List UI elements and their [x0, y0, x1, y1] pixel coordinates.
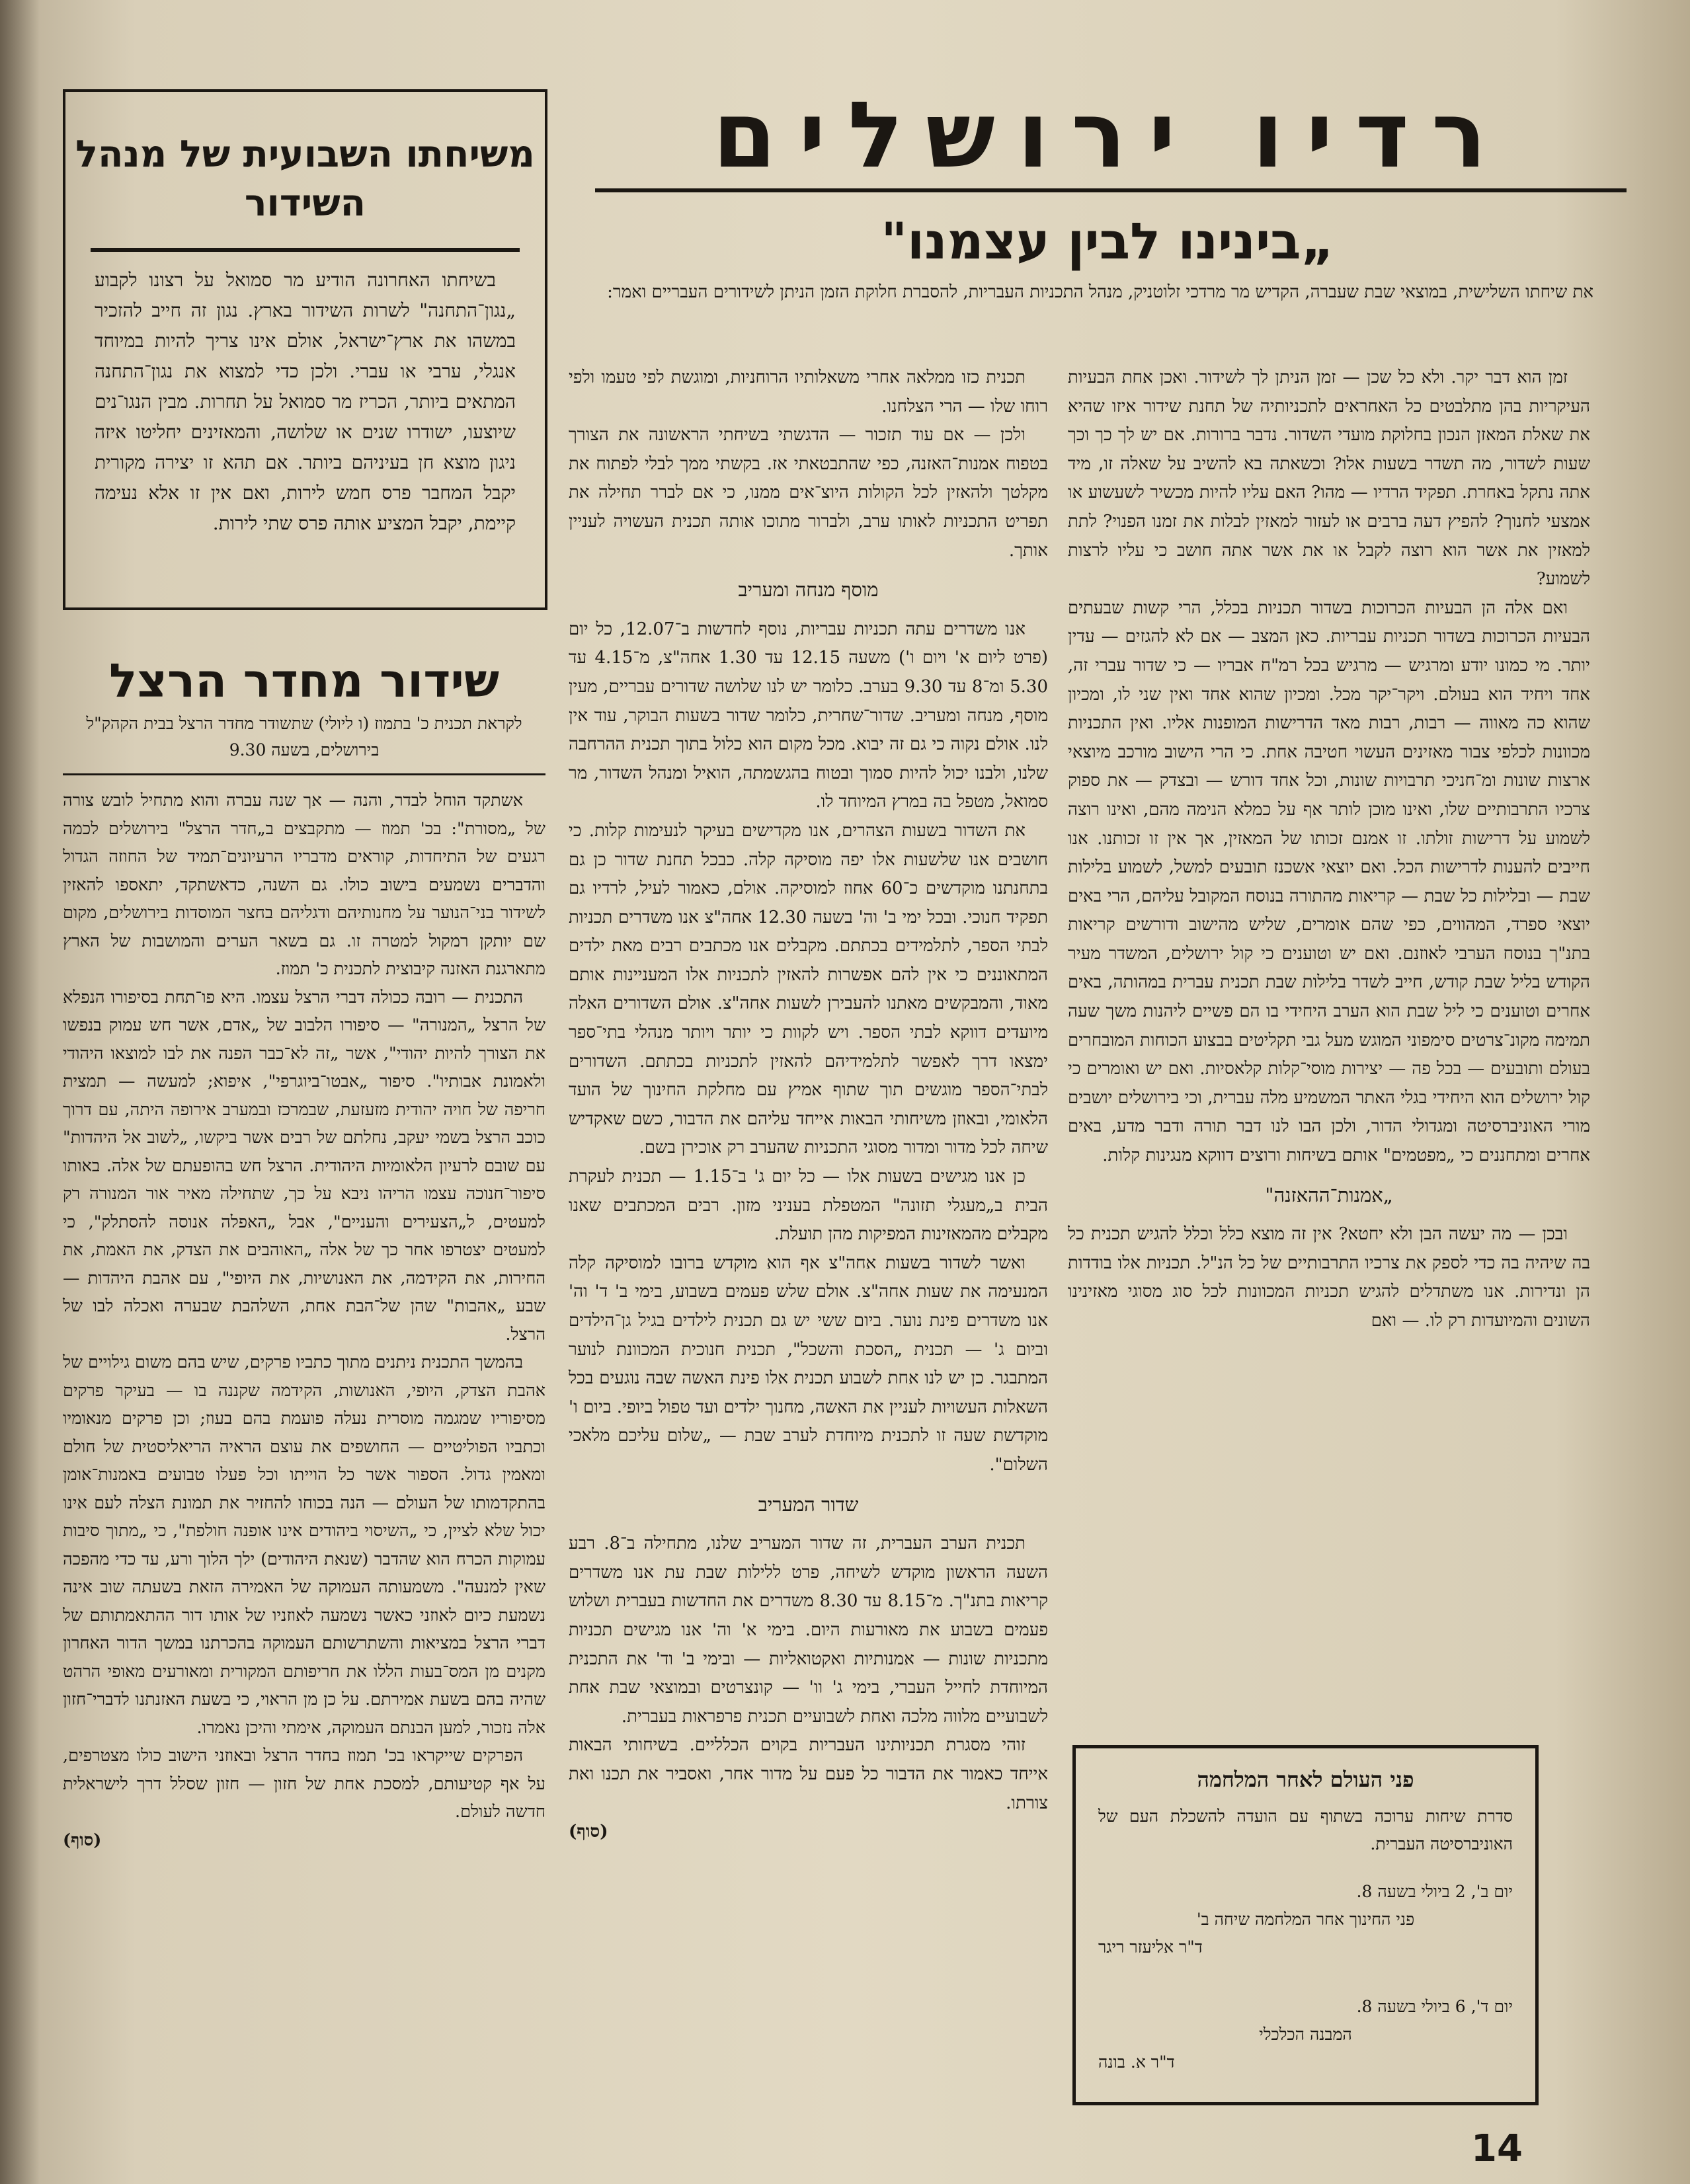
lecture-series-box	[1072, 1745, 1539, 2105]
paragraph: ולכן — אם עוד תזכור — הדגשתי בשיחתי הראשונה את הצורך בטפוח אמנות־האזנה, כפי שהתבטאתי אז. בקשתי ממך לבלי לפתוח את מקלטך ולהאזין לכל הקולות היוצ־אים ממנו, כי אם לברר תחילה את תפריט התכניות לאותו ערב, ולברור מתוכו אותה תכנית העשויה לעניין אותך.	[569, 425, 1048, 561]
panel-item-speaker: ד"ר אליעזר ריגר	[1098, 1937, 1203, 1957]
paragraph: הפרקים שייקראו בכ' תמוז בחדר הרצל ובאוזני הישוב כולו מצטרפים, על אף קטיעותם, למסכת אחת של חזון — חזון שסלל דרך לישראלית חדשה לעולם.	[63, 1746, 545, 1822]
herzl-title: שידור מחדר הרצל	[108, 654, 500, 708]
paragraph: את השדור בשעות הצהרים, אנו מקדישים בעיקר לנעימות קלות. כי חושבים אנו שלשעות אלו יפה מוסיקה קלה. כבכל תחנת שדור כן גם בתחנתנו מוקדשים כ־60 אחוז למוסיקה. אולם, כאמור לעיל, לרדיו גם תפקיד חנוכי. ובכל ימי ב' וה' בשעה 12.30 אחה"צ אנו משדרים תכניות לבתי הספר, לתלמידים בכתתם. מקבלים אנו מכתבים רבים מאת ילדים המתאוננים כי אין להם אפשרות להאזין לתכניות אלו המעניינות אותם מאוד, והמבקשים מאתנו להעבירן לשעות אחה"צ. אולם השדורים האלה מיועדים דווקא לבתי הספר. ויש לקוות כי יותר ויותר מנהלי בתי־ספר ימצאו דרך לאפשר לתלמידיהם להאזין לתכניות בכתתם. השדורים לבתי־הספר מוגשים תוך שתוף אמיץ עם מחלקת החינוך של הועד הלאומי, ובאוזן משיחותי הבאות אייחד עליהם את הדבור, כשם שאקדיש שיחה לכל מדור ומדור מסוגי התכניות שהערב רק אוכירן בשם.	[569, 820, 1049, 1158]
paragraph: כן אנו מגישים בשעות אלו — כל יום ג' ב־1.15 — תכנית לעקרת הבית ב„מעגלי תזונה" המטפלת בעניני מזון. רבים המכתבים שאנו מקבלים מהמאזינות המפיקות מהן תועלת.	[569, 1167, 1048, 1245]
herzl-column	[63, 787, 545, 1854]
masthead: רדיו ירושלים	[712, 82, 1509, 188]
end-mark: (סוף)	[63, 1830, 102, 1850]
page-number: 14	[1471, 2127, 1523, 2170]
talk-column-middle	[569, 364, 1048, 1847]
panel-intro: סדרת שיחות ערוכה בשתוף עם הועדה להשכלת העם של האוניברסיטה העברית.	[1098, 1807, 1513, 1853]
page-edge-shadow	[0, 0, 40, 2184]
paragraph: ובכן — מה יעשה הבן ולא יחטא? אין זה מוצא כלל וכלל להגיש תכנית כל בה שיהיה בה כדי לספק את צרכיו התרבותיים של כל הנ"ל. תכניות אלו בודדות הן ונדירות. אנו משתדלים להגיש תכניות המכוונות לכל סוג מסוגי מאזינינו השונים והמיועדות רק לו. — ואם	[1068, 1224, 1590, 1331]
end-mark: (סוף)	[569, 1822, 608, 1842]
section-heading: מוסף מנחה ומעריב	[738, 578, 879, 602]
article-intro: את שיחתו השלישית, במוצאי שבת שעברה, הקדיש מר מרדכי זלוטניק, מנהל התכניות העבריות, להסברת חלוקת הזמן הניתן לשידורים העבריים ואמר:	[607, 282, 1593, 302]
panel-item-topic: המבנה הכלכלי	[1259, 2025, 1352, 2044]
panel-item-topic: פני החינוך אחר המלחמה שיחה ב'	[1196, 1910, 1415, 1929]
paragraph: תכנית כזו ממלאה אחרי משאלותיו הרוחניות, ומוגשת לפי טעמו ולפי רוחו שלו — הרי הצלחנו.	[569, 368, 1048, 416]
paragraph: התכנית — רובה ככולה דברי הרצל עצמו. היא פו־תחת בסיפורו הנפלא של הרצל „המנורה" — סיפורו הלבוב של „אדם, אשר חש עמוק בנפשו את הצורך להיות יהודי", אשר „זה לא־כבר הפנה את לבו למוצאו היהודי ולאמונת אבותיו". סיפור „אבטו־ביוגרפי", איפוא; למעשה — תמצית חריפה של חויה יהודית מזעזעת, שבמרכז ובמערב אירופה היתה, עם דרוך כוכב הרצל בשמי יעקב, נחלתם של רבים אשר ביקשו, „לשוב אל היהדות" עם שובם לרעיון הלאומיות היהודית. הרצל חש בהופעתם של אלה. באותו סיפור־חנוכה עצמו הריהו ניבא על כך, שתחילה מאיר אור המנורה רק למעטים, ל„הצעירים והעניים", אבל „האפלה אנוסה להסתלק", כי למעטים יצטרפו אחר כך של אלה „האוהבים את הצדק, את האמת, את החירות, את הקידמה, את האנושיות, את היופי", עם אהבת היהדות — שבע „אהבות" שהן של־הבת אחת, השלהבת שבערה ואכלה לבו של הרצל.	[63, 987, 545, 1345]
paragraph: בהמשך התכנית ניתנים מתוך כתביו פרקים, שיש בהם משום גילויים של אהבת הצדק, היופי, האנושות, הקידמה שקננה בו — בעיקר פרקים מסיפוריו שמגמה מוסרית נעלה פועמת בהם בעוז; וכן פרקים מנאומיו וכתביו הפוליטיים — החושפים את עוצם הראיה הריאליסטית של חולם ומאמין גדול. הספור אשר כל הוייתו וכל פעלו טבועים באמנות־אומן בהתקדמותו של העולם — הנה בכוחו להחזיר את תמונת הצלה לעם אינו יכול שלא לציין, כי „השיסוי ביהודים אינו אופנה חולפת", כי „מתוך סיבות עמוקות הכרח הוא שהדבר (שנאת היהודים) ילך הלוך ורע, עד כדי מהפכה שאין למנעה". משמעותה העמוקה של האמירה הזאת בשעתה שוב אינה נשמעת כיום לאוזני כאשר נשמעה לאוזניו של אותו דור ההתאמתותם של דברי הרצל במציאות והשתרשותם העמוקה בהכרתנו במשך הדור האחרון מקנים מן המס־בעות הללו את חריפותם המקורית ומאורעים מאופי הרהט שהיה בהם בשעת אמירתם. על כן מן הראוי, כי בשעת האזנתנו לדברי־חזון אלה נזכור, למען הבנתם העמוקה, אימתי והיכן נאמרו.	[63, 1352, 545, 1738]
paragraph: אשתקד הוחל לבדר, והנה — אך שנה עברה והוא מתחיל לובש צורה של „מסורת": בכ' תמוז — מתקבצים ב„חדר הרצל" בירושלים לכמה רגעים של התיחדות, קוראים מדבריו הרעיונים־תמיד של החוזה הגדול והדברים נשמעים בישוב כולו. גם השנה, כדאשתקד, יתאספו להאזין לשידור בני־הנוער על מחנותיהם ודגליהם בחצר המוסדות בירושלים, מקום שם יותקן רמקול למטרה זו. גם בשאר הערים והמושבות של הארץ מתארגנת האזנה קיבוצית לתכנית כ' תמוז.	[63, 791, 545, 979]
paragraph: אנו משדרים עתה תכניות עבריות, נוסף לחדשות ב־12.07, כל יום (פרט ליום א' ויום ו') משעה 12.15 עד 1.30 אחה"צ, מ־4.15 עד 5.30 ומ־8 עד 9.30 בערב. כלומר יש לנו שלושה שדורים עבריים, מעין מוסף, מנחה ומעריב. שדור־שחרית, כלומר שדור בשעות הבוקר, עוד אין לנו. אולם נקוה כי גם זה יבוא. מכל מקום הוא כלול בתוך תכנית ההרחבה שלנו, ולבנו יכול להיות סמוך ובטוח בהגשמתה, הואיל ומנהל השדור, מר סמואל, מטפל בה במרץ המיוחד לו.	[569, 619, 1049, 812]
article-headline: „בינינו לבין עצמנו"	[881, 212, 1334, 270]
paragraph: ואם אלה הן הבעיות הכרוכות בשדור תכניות בכלל, הרי קשות שבעתים הבעיות הכרוכות בשדור תכניות עבריות. כאן המצב — אם לא להגזים — עדין יותר. מי כמונו יודע ומרגיש — מרגיש בכל רמ"ח אבריו — כי שדור עברי זה, אחד ויחיד הוא בעולם. ויקר־יקר מכל. ומכיון שהוא אחד ואין שני לו, ומכיון שהוא כה מאווה — רבות, רבות מאד הדרישות המופנות אליו. ואין התכניות מכוונות לכלפי צבור מאזינים העשוי חטיבה אחת. כי הרי הישוב מורכב מיוצאי ארצות שונות ומ־חניכי תרבויות שונות, וכל אחד דורש — ובצדק — את ספוק צרכיו התרבותיים שלו, ואינו מוכן לותר אף על כמלא הנימה מהם, ואינו רוצה לשמוע על דרישות זולתו. זו אמנם זכותו של המאזין, אך אין זו זכותנו. אנו חייבים להענות לדרישות הכל. ואם יוצאי אשכנז תובעים למשל, לשמוע בלילות שבת — ובלילות כל שבת — קריאות מהתורה בנוסח המקובל עליהם, הרי באים יוצאי ספרד, המהווים, כפי שהם אומרים, שליש מהישוב ודורשים קריאות בתנ"ך בנוסח הערבי לאוזנם. ואם יש וטוענים כי קול ירושלים, המשדר מעיר הקודש בליל שבת קודש, חייב לשדר בלילות שבת תכנית עברית במהותה, באים אחרים וטוענים כי ליל שבת הוא הערב היחידי בו הם פשיים ליהנות משך שעה תמימה מקונ־צרטים סימפוני המוגש מעל גבי תקליטים בבצוע הכוחות המובחרים בעולם ותובעים — בכל פה — יצירות מוסי־קלות קלאסיות. ואם יש ואומרים כי קול ירושלים הוא היחידי בגלי האתר המשמיע מלה עברית, וכי בירושלים יושבים מורי האוניברסיטה ומגדולי הדור, ולכן הבו לנו דבר תורה ודבר מדע, באים אחרים ומתחננים כי „מפטמים" אותם בשיחות ורוצים דווקא מנגינות קלות.	[1068, 598, 1590, 1166]
panel-item-when: יום ב', 2 ביולי בשעה 8.	[1356, 1882, 1513, 1901]
herzl-subtitle: לקראת תכנית כ' בתמוז (ו ליולי) שתשודר מחדר הרצל בבית הקהק"ל בירושלים, בשעה 9.30	[86, 714, 522, 760]
section-heading: שדור המעריב	[758, 1493, 859, 1516]
masthead-rule	[595, 188, 1627, 192]
talk-column-right	[1068, 364, 1590, 1336]
herzl-rule	[63, 773, 545, 775]
panel-title: פני העולם לאחר המלחמה	[1197, 1767, 1414, 1792]
paragraph: ואשר לשדור בשעות אחה"צ אף הוא מוקדש ברובו למוסיקה קלה המנעימה את שעות אחה"צ. אולם שלש פעמים בשבוע, בימי ב' ד' וה' אנו משדרים פינת נוער. ביום ששי יש גם תכנית לילדים בגיל גן־הילדים וביום ג' — תכנית „הסכת והשכל", תכנית חנוכית המכוונת לנוער המתבגר. כן יש לנו אחת לשבוע תכנית אלו פינת האשה שבה נוגעים בכל השאלות העשויות לעניין את האשה, מחנוך ילדים ועד טפול ביופי. ביום ו' מוקדשת שעה זו לתכנית מיוחדת לערב שבת — „שלום עליכם מלאכי השלום".	[569, 1253, 1048, 1475]
box-title: משיחתו השבועית של מנהל השידור	[75, 133, 535, 225]
panel-item-speaker: ד"ר א. בונה	[1098, 2052, 1175, 2072]
weekly-talk-box	[63, 89, 547, 610]
paragraph: זוהי מסגרת תכניותינו העבריות בקוים הכלליים. בשיחותי הבאות אייחד כאמור את הדבור כל פעם על מדור אחר, ואסביר את תכנו ואת צורתו.	[569, 1735, 1048, 1813]
paragraph: תכנית הערב העברית, זה שדור המעריב שלנו, מתחילה ב־8. רבע השעה הראשון מוקדש לשיחה, פרט ללילות שבת עת אנו משדרים קריאות בתנ"ך. מ־8.15 עד 8.30 משדרים את החדשות בעברית ושלוש פעמים בשבוע את מאורעות היום. בימי א' וה' אנו מגישים תכניות מתכניות שונות — אמנותיות ואקטואליות — ובימי ב' וד' את התכנית המיוחדת לחייל העברי, בימי ג' וו' — קונצרטים ובמוצאי שבת אחת לשבועיים מלווה מלכה ואחת לשבועיים תכנית פרפראות בעברית.	[569, 1534, 1049, 1727]
panel-item-when: יום ד', 6 ביולי בשעה 8.	[1356, 1997, 1513, 2016]
section-heading: „אמנות־ההאזנה"	[1265, 1183, 1393, 1206]
box-body: בשיחתו האחרונה הודיע מר סמואל על רצונו לקבוע „נגון־התחנה" לשרות השידור בארץ. נגון זה חייב להזכיר במשהו את ארץ־ישראל, אולם אינו צריך להיות במיוחד אנגלי, ערבי או עברי. ולכן כדי למצוא את נגון־התחנה המתאים ביותר, הכריז מר סמואל על תחרות. מבין הנגו־נים שיוצעו, ישודרו שנים או שלושה, והמאזינים יחליטו איזה ניגון מוצא חן בעיניהם ביותר. אם תהא זו יצירה מקורית יקבל המחבר פרס חמש לירות, ואם אין זו אלא נעימה קיימת, יקבל המציע אותה פרס שתי לירות.	[95, 269, 516, 534]
paragraph: זמן הוא דבר יקר. ולא כל שכן — זמן הניתן לך לשידור. ואכן אחת הבעיות העיקריות בהן מתלבטים כל האחראים לתכניותיה של תחנת שידור איזו שהיא את שאלת המאזן הנכון בחלוקת מועדי השדור. נדבר ברורות. אם יש לך כך וכך שעות לשדור, מה תשדר בשעות אלו? וכשאתה בא להשיב על שאלה זו, מיד אתה נתקל באחרת. תפקיד הרדיו — מהו? האם עליו להיות מכשיר לשעשוע או אמצעי לחנוך? להפיץ דעה ברבים או לעזור למאזין לבלות את זמנו הפנוי? לתת למאזין את אשר הוא רוצה לקבל או את אשר אתה חושב כי עליו לרצות לשמוע?	[1068, 368, 1590, 590]
